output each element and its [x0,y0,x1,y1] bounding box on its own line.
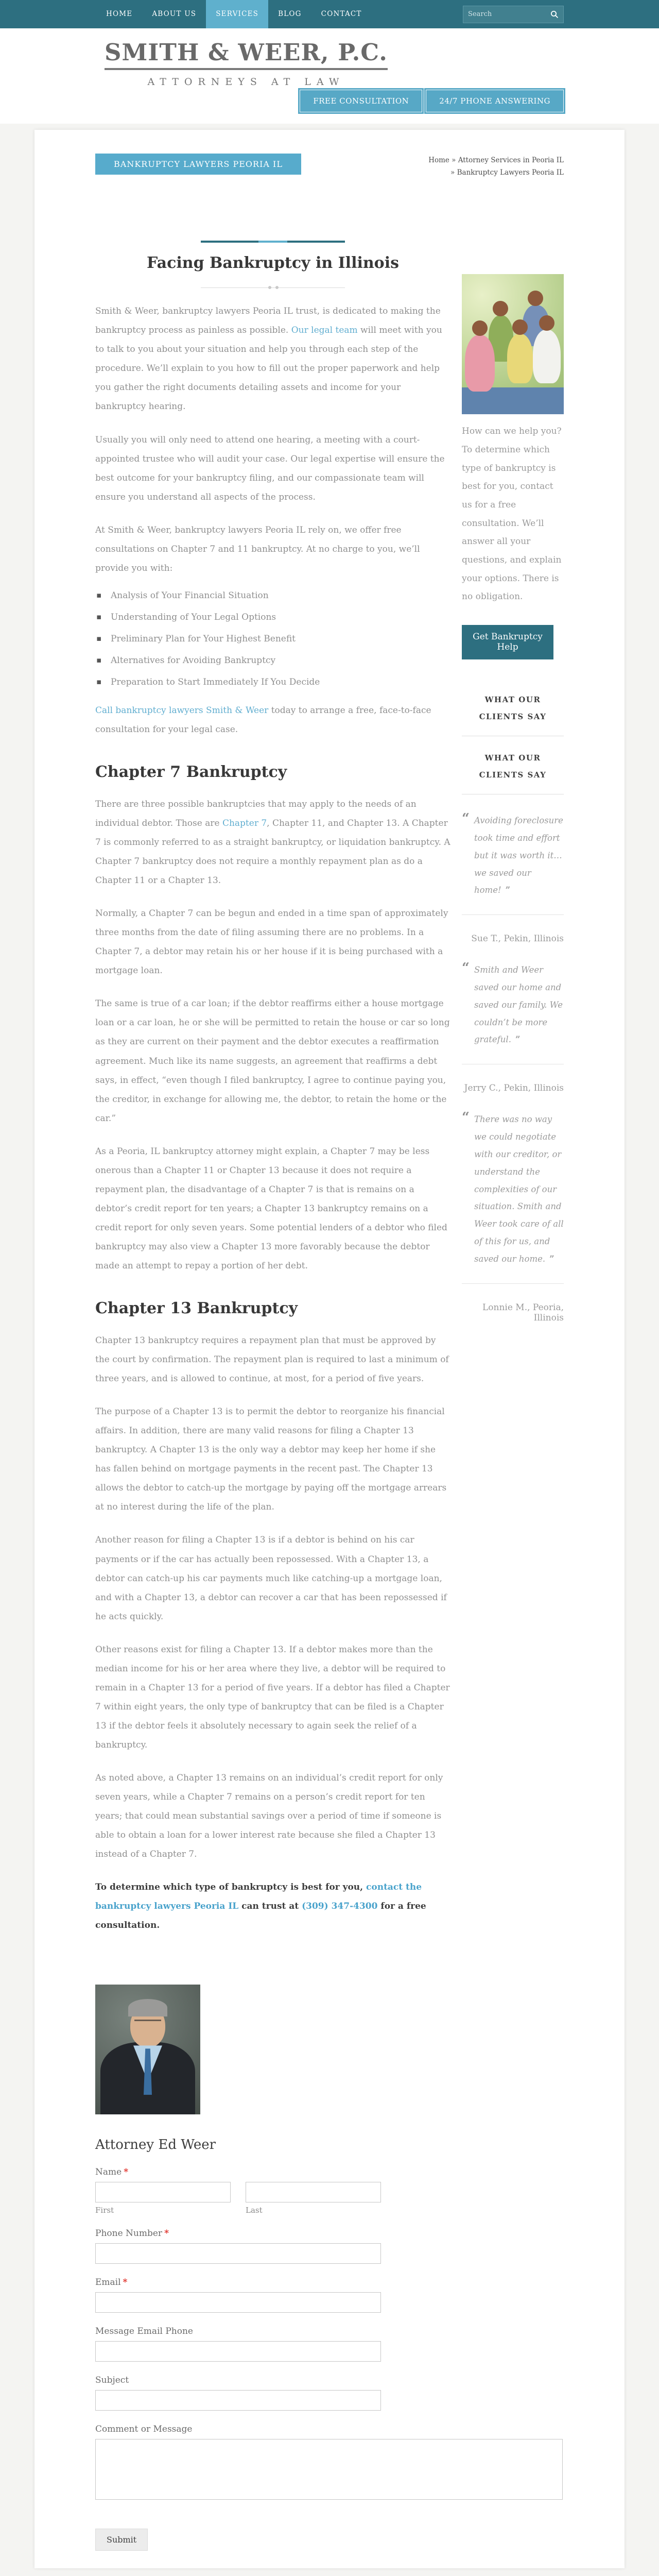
close-quote-mark: ” [505,885,511,895]
sidebar-help-text: How can we help you? To determine which type of bankruptcy is best for you, contact us for a free consultation. We’ll answer all your questions, and explain your options. There is no obligation. [462,426,562,602]
firm-logo[interactable] [105,39,388,88]
text-link[interactable]: Call bankruptcy lawyers Smith & Weer [95,705,269,716]
main-menu [95,0,372,28]
logo-subtitle: ATTORNEYS AT LAW [147,76,345,88]
benefits-list [95,590,450,687]
chapter13-paragraph: The purpose of a Chapter 13 is to permit the debtor to reorganize his financial affairs. In addition, there are many valid reasons for filing a Chapter 13 bankruptcy. A Chapter 13 is the only way a debtor may keep her home if she has fallen behind on mortgage payments in the recent past. The Chapter 13 allows the debtor to catch-up the mortgage by paying off the mortgage arrears at no interest during the life of the plan. [95,1406,447,1513]
top-navigation [0,0,659,28]
testimonial-author: Lonnie M., Peoria, Illinois [482,1302,564,1323]
chapter13-paragraph: Another reason for filing a Chapter 13 is if a debtor is behind on his car payments or if the car has actually been repossessed. With a Chapter 13, a debtor can catch-up his car payments much like catching-up a mortgage loan, and with a Chapter 13, a debtor can recover a car that has been repossessed if he acts quickly. [95,1535,447,1622]
chapter13-paragraph: As noted above, a Chapter 13 remains on an individual’s credit report for only seven years, while a Chapter 7 remains on a person’s credit report for ten years; that could mean substantial savings over a period of time if someone is able to obtain a loan for a lower interest rate because she filed a Chapter 13 instead of a Chapter 7. [95,1772,443,1860]
dot-divider [201,287,345,288]
chapter7-heading: Chapter 7 Bankruptcy [95,762,287,781]
benefit-item: ▪ Preliminary Plan for Your Highest Benefit [95,634,450,644]
search-box [463,6,564,23]
cta-paragraph: To determine which type of bankruptcy is best for you, contact the bankruptcy lawyers Peoria IL can trust at (309) 347-4300 for a free consultation. [95,1882,426,1931]
get-bankruptcy-help-button[interactable]: Get Bankruptcy Help [462,625,553,659]
email-field[interactable] [95,2292,381,2313]
chapter7-paragraph: Normally, a Chapter 7 can be begun and ended in a time span of approximately three months from the date of filing assuming there are no problems. In a Chapter 7, a debtor may retain his or her house if it is being purchased with a mortgage loan. [95,908,448,976]
required-asterisk: * [123,2277,128,2288]
testimonial [462,961,564,1093]
intro-paragraph: Smith & Weer, bankruptcy lawyers Peoria IL trust, is dedicated to making the bankruptcy process as painless as possible. Our legal team will meet with you to talk to you about your situation and help you through each step of the procedure. We’ll explain to you how to fill out the proper paperwork and help you gather the right documents detailing assets and income for your bankruptcy hearing. [95,306,442,412]
open-quote-mark: “ [462,960,470,976]
page-heading: Facing Bankruptcy in Illinois [147,254,399,273]
nav-item[interactable]: HOME [106,10,133,18]
text-link[interactable]: Chapter 7 [222,818,267,828]
page-title-banner: BANKRUPTCY LAWYERS PEORIA IL [95,154,301,175]
testimonial-author: Sue T., Pekin, Illinois [471,934,564,944]
nav-item[interactable]: CONTACT [321,10,362,18]
testimonial-quote: Avoiding foreclosure took time and effort but it was worth it…we saved our home! ” [474,816,563,895]
text-link[interactable]: (309) 347-4300 [302,1901,378,1912]
site-header [0,28,659,124]
content-card [34,130,625,2568]
close-quote-mark: ” [549,1253,554,1264]
phone-label: Phone Number * [95,2228,169,2239]
chapter7-paragraph: There are three possible bankruptcies that may apply to the needs of an individual debtor. Those are Chapter 7, Chapter 11, and Chapter 13. A Chapter 7 is commonly referred to as a straight bankruptcy, or liquidation bankruptcy. A Chapter 7 bankruptcy does not require a monthly repayment plan as do a Chapter 11 or a Chapter 13. [95,799,450,886]
chapter13-paragraph: Chapter 13 bankruptcy requires a repayment plan that must be approved by the court by confirmation. The repayment plan is required to last a minimum of three years, and is allowed to continue, at most, for a period of five years. [95,1335,449,1384]
close-quote-mark: ” [515,1035,521,1045]
text-link[interactable]: contact the bankruptcy lawyers Peoria IL [95,1882,422,1912]
subject-field[interactable] [95,2390,381,2411]
comment-label: Comment or Message [95,2424,193,2435]
last-sublabel: Last [246,2206,263,2215]
nav-item[interactable]: ABOUT US [152,10,197,18]
message-email-phone-field[interactable] [95,2341,381,2362]
intro-paragraph: Usually you will only need to attend one hearing, a meeting with a court-appointed trustee who will audit your case. Our legal expertise will ensure the best outcome for your bankruptcy filing, and our compassionate team will ensure you understand all aspects of the process. [95,434,445,502]
testimonial-author: Jerry C., Pekin, Illinois [464,1083,564,1094]
intro-paragraph: At Smith & Weer, bankruptcy lawyers Peoria IL rely on, we offer free consultations on Chapter 7 and 11 bankruptcy. At no charge to you, we’ll provide you with: [95,524,420,573]
family-photo [462,274,564,414]
breadcrumb [428,154,564,179]
breadcrumb-line-2[interactable]: » Bankruptcy Lawyers Peoria IL [450,168,564,177]
benefit-item: ▪ Analysis of Your Financial Situation [95,590,450,601]
call-paragraph: Call bankruptcy lawyers Smith & Weer today to arrange a free, face-to-face consultation for your legal case. [95,705,431,735]
chapter7-paragraph: The same is true of a car loan; if the debtor reaffirms either a house mortgage loan or a car loan, he or she will be permitted to retain the house or car so long as they are current on their payment and the debtor executes a reaffirmation agreement. Much like its name suggests, an agreement that reaffirms a debt says, in effect, “even though I filed bankruptcy, I agree to continue paying you, the creditor, in exchange for allowing me, the debtor, to retain the home or the car.” [95,998,450,1124]
phone-field[interactable] [95,2243,381,2264]
testimonial [462,1111,564,1323]
testimonial-divider [462,914,564,915]
subject-label: Subject [95,2375,129,2386]
testimonial [462,812,564,944]
clients-heading: WHAT OUR CLIENTS SAY [479,695,547,722]
chapter7-paragraph: As a Peoria, IL bankruptcy attorney might explain, a Chapter 7 may be less onerous than a Chapter 11 or Chapter 13 because it does not require a repayment plan, the disadvantage of a Chapter 7 is that is remains on a debtor’s credit report for ten years; a Chapter 13 bankruptcy remains on a credit report for only seven years. Some potential lenders of a debtor who filed bankruptcy may also view a Chapter 13 more favorably because the debtor made an attempt to repay a portion of her debt. [95,1146,447,1271]
search-icon[interactable] [550,10,559,19]
search-input[interactable] [468,10,550,18]
sidebar [462,179,564,1323]
first-name-field[interactable] [95,2182,231,2202]
testimonial-divider [462,1283,564,1284]
benefit-item: ▪ Preparation to Start Immediately If You Decide [95,677,450,687]
main-article [95,179,450,2551]
text-link[interactable]: Our legal team [291,325,358,336]
name-label: Name * [95,2167,129,2178]
nav-item[interactable]: BLOG [278,10,302,18]
section-decoration [201,241,345,243]
last-name-field[interactable] [246,2182,381,2202]
consultation-button[interactable]: 24/7 PHONE ANSWERING [426,90,564,112]
consultation-button[interactable]: FREE CONSULTATION [300,90,422,112]
breadcrumb-line-1[interactable]: Home » Attorney Services in Peoria IL [428,156,564,164]
required-asterisk: * [164,2228,169,2239]
benefit-item: ▪ Understanding of Your Legal Options [95,612,450,622]
attorney-photo [95,1985,200,2114]
logo-title: SMITH & WEER, P.C. [105,39,388,70]
email-label: Email * [95,2277,128,2288]
benefit-item: ▪ Alternatives for Avoiding Bankruptcy [95,655,450,666]
testimonial-quote: Smith and Weer saved our home and saved our family. We couldn’t be more grateful. ” [474,965,563,1045]
attorney-name: Attorney Ed Weer [95,2137,216,2153]
contact-form [95,2167,450,2551]
testimonial-quote: There was no way we could negotiate with our creditor, or understand the complexities of our situation. Smith and Weer took care of all of this for us, and saved our home. ” [474,1114,564,1264]
nav-item[interactable]: SERVICES [206,0,268,28]
clients-heading: WHAT OUR CLIENTS SAY [479,753,547,780]
chapter13-paragraph: Other reasons exist for filing a Chapter 13. If a debtor makes more than the median income for his or her area where they live, a debtor will be required to remain in a Chapter 13 for a period of five years. If a debtor has filed a Chapter 7 within eight years, the only type of bankruptcy that can be filed is a Chapter 13 if the debtor feels it absolutely necessary to again seek the relief of a bankruptcy. [95,1644,450,1750]
required-asterisk: * [124,2167,129,2178]
submit-button[interactable]: Submit [95,2529,148,2551]
message-email-phone-label: Message Email Phone [95,2326,193,2337]
chapter13-heading: Chapter 13 Bankruptcy [95,1299,298,1318]
open-quote-mark: “ [462,1110,470,1126]
first-sublabel: First [95,2206,114,2215]
comment-field[interactable] [95,2439,563,2500]
open-quote-mark: “ [462,811,470,827]
